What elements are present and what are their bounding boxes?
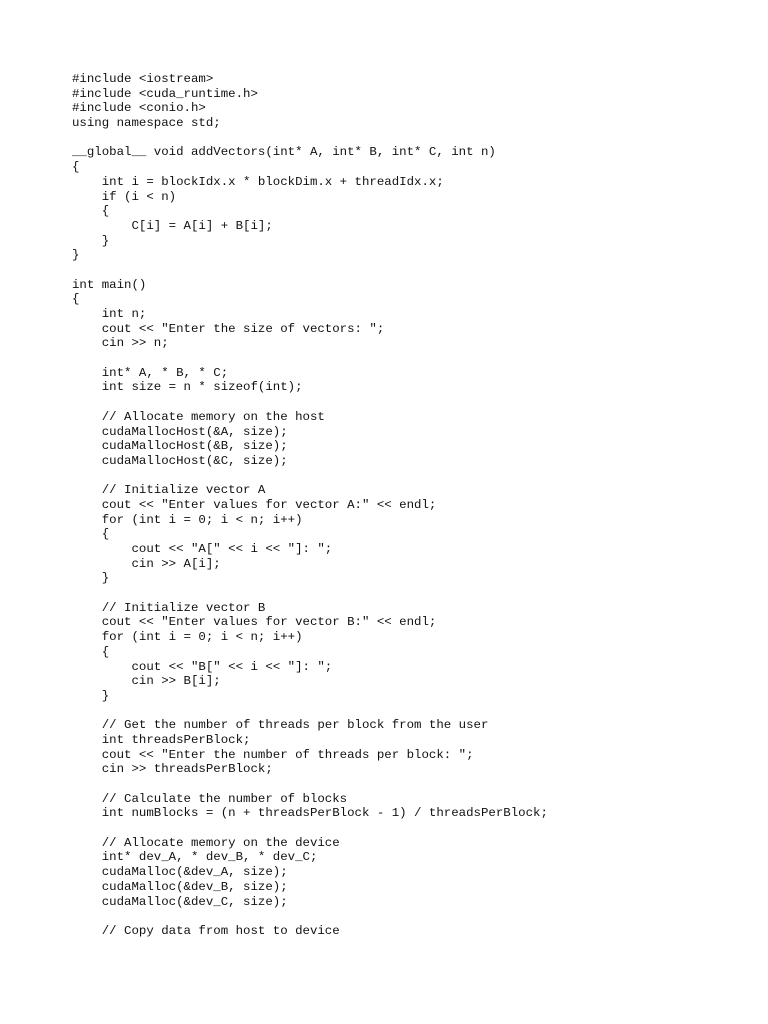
code-line: cout << "A[" << i << "]: ";: [72, 542, 333, 556]
code-line: int threadsPerBlock;: [72, 732, 251, 747]
code-line: {: [72, 160, 80, 175]
code-line: cin >> B[i];: [72, 674, 221, 689]
code-line: #include <cuda_runtime.h>: [72, 86, 258, 101]
code-line: [72, 821, 548, 836]
code-line: cudaMallocHost(&C, size);: [72, 453, 288, 468]
code-line: }: [72, 571, 110, 586]
code-line: {: [72, 292, 80, 307]
code-line: for (int i = 0; i < n; i++): [72, 512, 303, 527]
code-line: int i = blockIdx.x * blockDim.x + threadIdx.x;: [72, 174, 444, 189]
code-line: int main(): [72, 277, 147, 292]
code-line: cout << "Enter the size of vectors: ";: [72, 321, 385, 336]
code-line: {: [72, 204, 110, 219]
code-line: for (int i = 0; i < n; i++): [72, 630, 303, 645]
code-line: int* A, * B, * C;: [72, 365, 229, 380]
code-line: if (i < n): [72, 189, 177, 204]
code-line: cout << "Enter values for vector B:" << endl;: [72, 615, 437, 630]
code-line: }: [72, 233, 110, 248]
code-line: #include <conio.h>: [72, 101, 206, 116]
code-line: #include <iostream>: [72, 72, 214, 86]
code-line: }: [72, 688, 110, 703]
code-line: [72, 777, 548, 792]
code-line: [72, 909, 548, 924]
code-line: cudaMalloc(&dev_A, size);: [72, 865, 288, 880]
code-line: [72, 469, 548, 484]
code-line: // Allocate memory on the device: [72, 835, 340, 850]
code-line: {: [72, 527, 110, 542]
code-line: [72, 395, 548, 410]
code-line: [72, 263, 548, 278]
code-line: cudaMallocHost(&A, size);: [72, 424, 288, 439]
code-line: cout << "B[" << i << "]: ";: [72, 659, 333, 674]
code-line: cudaMalloc(&dev_B, size);: [72, 879, 288, 894]
code-line: cin >> A[i];: [72, 556, 221, 571]
code-line: }: [72, 248, 80, 263]
code-line: {: [72, 644, 110, 659]
code-line: int numBlocks = (n + threadsPerBlock - 1) / threadsPerBlock;: [72, 806, 548, 821]
code-line: cudaMallocHost(&B, size);: [72, 439, 288, 454]
code-line: [72, 704, 548, 719]
code-line: // Allocate memory on the host: [72, 409, 325, 424]
code-listing: [72, 72, 548, 939]
code-line: C[i] = A[i] + B[i];: [72, 218, 273, 233]
code-line: cin >> threadsPerBlock;: [72, 762, 273, 777]
code-line: using namespace std;: [72, 116, 221, 131]
code-line: int* dev_A, * dev_B, * dev_C;: [72, 850, 318, 865]
code-line: __global__ void addVectors(int* A, int* B, int* C, int n): [72, 145, 496, 160]
code-line: // Calculate the number of blocks: [72, 791, 348, 806]
code-line: cout << "Enter the number of threads per block: ";: [72, 747, 474, 762]
code-line: // Initialize vector B: [72, 600, 266, 615]
code-line: cout << "Enter values for vector A:" << endl;: [72, 497, 437, 512]
code-line: int n;: [72, 307, 147, 321]
code-line: cudaMalloc(&dev_C, size);: [72, 894, 288, 909]
code-line: // Get the number of threads per block from the user: [72, 718, 489, 733]
code-line: // Initialize vector A: [72, 483, 266, 498]
code-line: // Copy data from host to device: [72, 923, 340, 938]
code-line: int size = n * sizeof(int);: [72, 380, 303, 395]
code-line: [72, 131, 548, 146]
code-line: [72, 586, 548, 601]
code-line: [72, 351, 548, 366]
code-line: cin >> n;: [72, 336, 169, 351]
